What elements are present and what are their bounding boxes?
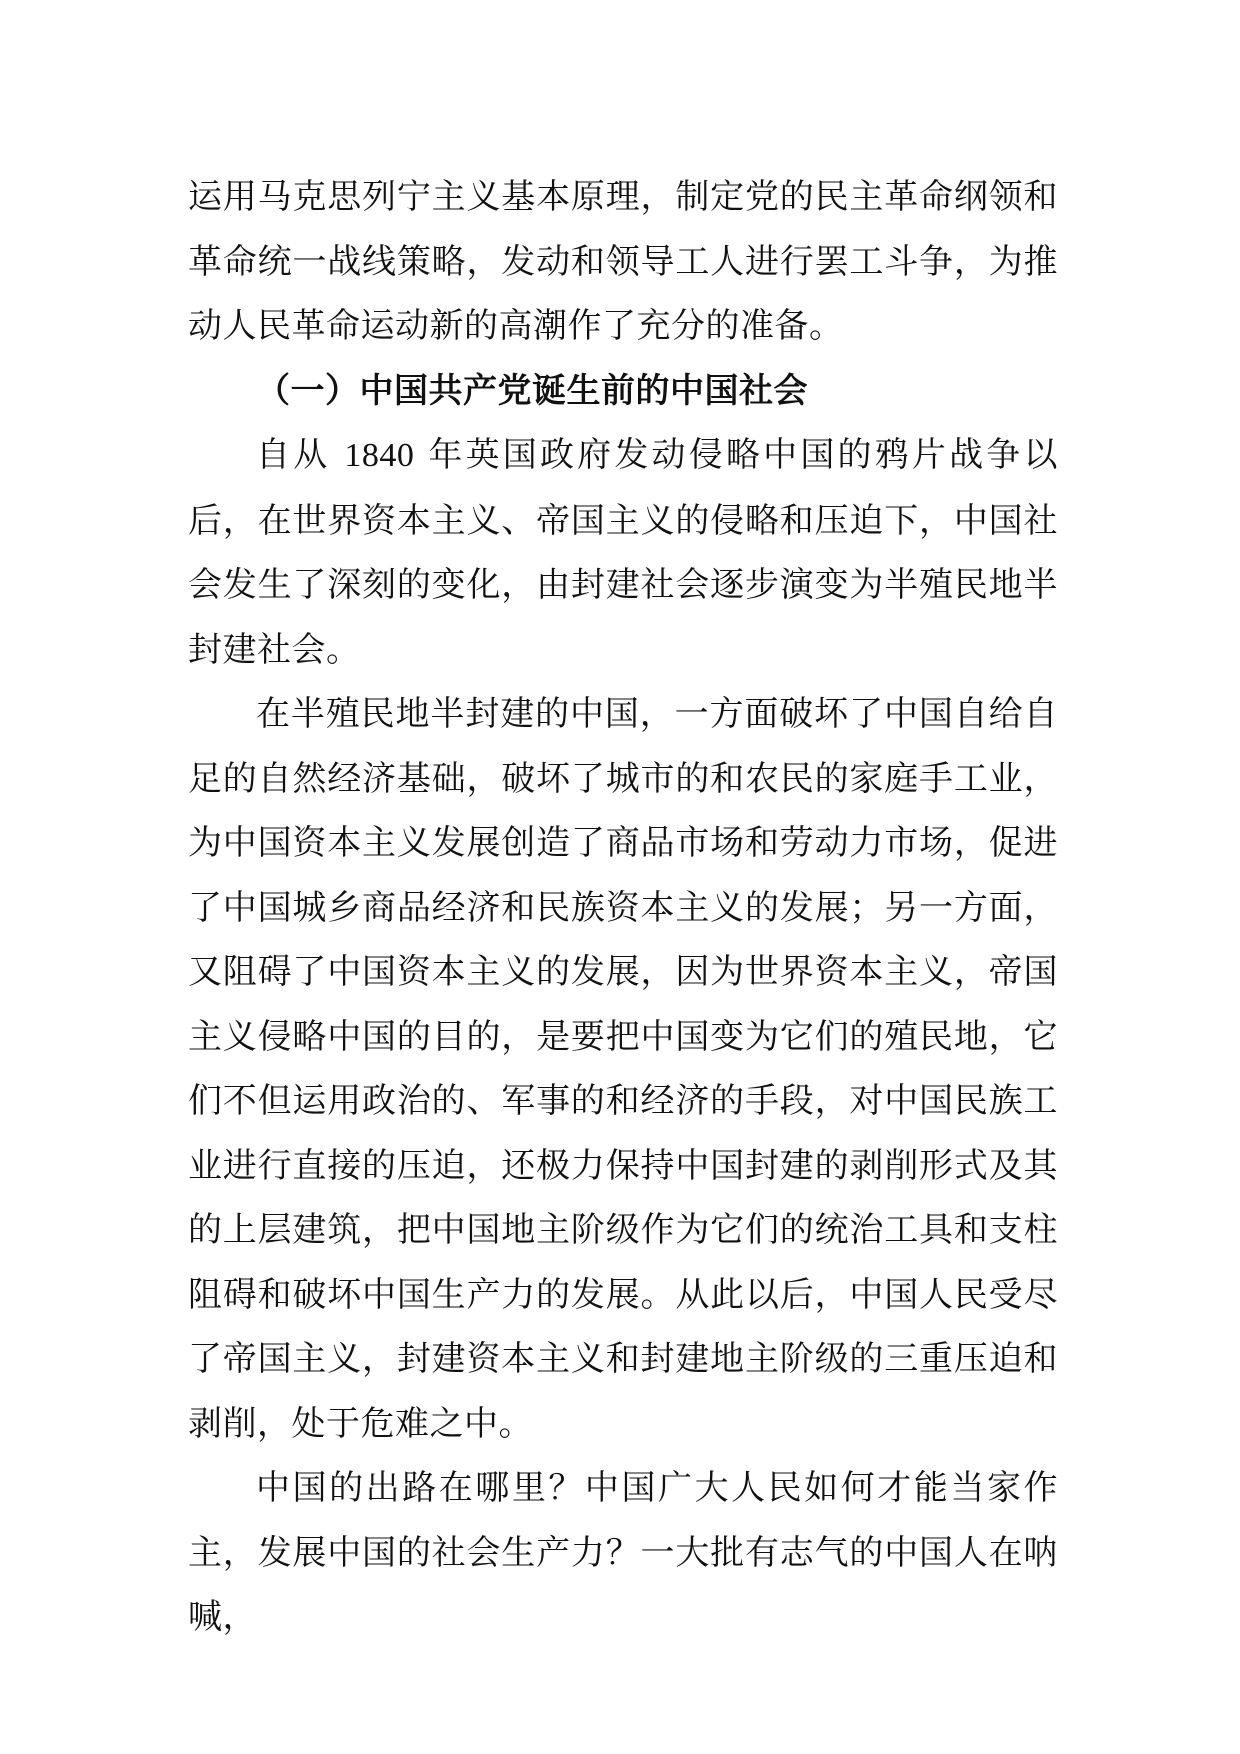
year-1840: 1840 — [344, 437, 415, 474]
paragraph-opium-war-rest: 年英国政府发动侵略中国的鸦片战争以后，在世界资本主义、帝国主义的侵略和压迫下，中国社会发生了深刻的变化，由封建社会逐步演变为半殖民地半封建社会。 — [188, 435, 1058, 670]
paragraph-opium-war — [188, 423, 1058, 682]
paragraph-way-out: 中国的出路在哪里？中国广大人民如何才能当家作主，发展中国的社会生产力？一大批有志气的中国人在呐喊， — [188, 1468, 1058, 1637]
document-body — [188, 165, 1058, 1650]
paragraph-semi-colonial: 在半殖民地半封建的中国，一方面破坏了中国自给自足的自然经济基础，破坏了城市的和农民的家庭手工业，为中国资本主义发展创造了商品市场和劳动力市场，促进了中国城乡商品经济和民族资本主义的发展；另一方面，又阻碍了中国资本主义的发展，因为世界资本主义，帝国主义侵略中国的目的，是要把中国变为它们的殖民地，它们不但运用政治的、军事的和经济的手段，对中国民族工业进行直接的压迫，还极力保持中国封建的剥削形式及其的上层建筑，把中国地主阶级作为它们的统治工具和支柱阻碍和破坏中国生产力的发展。从此以后，中国人民受尽了帝国主义，封建资本主义和封建地主阶级的三重压迫和剥削，处于危难之中。 — [188, 694, 1058, 1444]
section-heading: （一）中国共产党诞生前的中国社会 — [256, 370, 808, 411]
continued-paragraph: 运用马克思列宁主义基本原理，制定党的民主革命纲领和革命统一战线策略，发动和领导工人进行罢工斗争，为推动人民革命运动新的高潮作了充分的准备。 — [188, 177, 1058, 346]
paragraph-opium-war-lead: 自从 — [256, 435, 345, 475]
